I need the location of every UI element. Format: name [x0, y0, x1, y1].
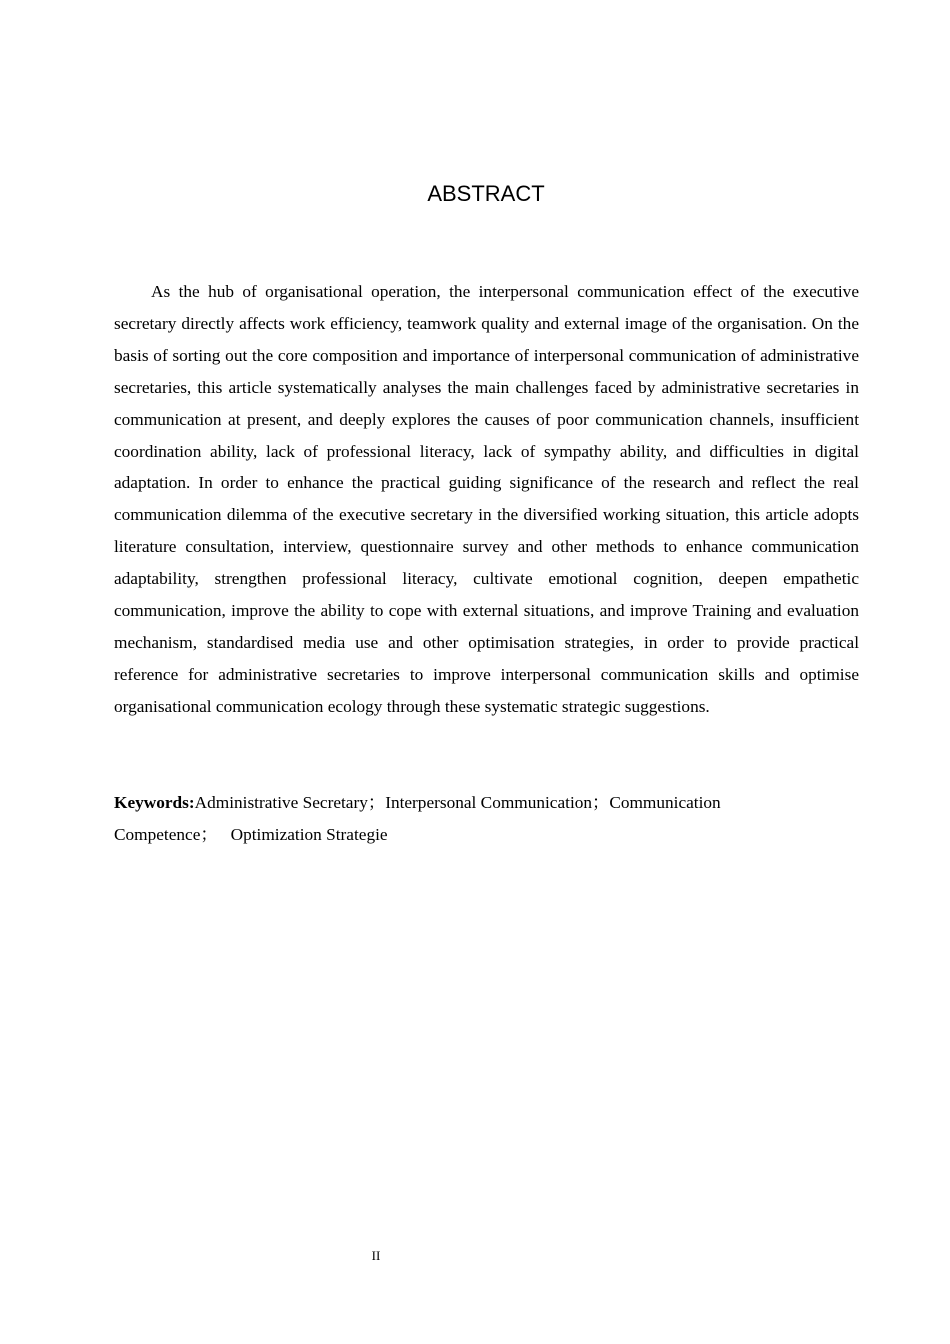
keyword-item-continuation: Competence； [114, 824, 231, 844]
keyword-separator: ； [592, 793, 610, 812]
keyword-item: Optimization Strategie [230, 824, 388, 844]
abstract-title: ABSTRACT [427, 181, 545, 206]
keyword-separator: ； [367, 793, 386, 812]
keywords-label: Keywords: [114, 793, 195, 812]
keyword-item: Interpersonal Communication [385, 793, 593, 812]
page-number: II [371, 1248, 381, 1263]
abstract-paragraph: As the hub of organisational operation, the interpersonal communication effect of the executive secretary directly affects work efficiency, teamwork quality and external image of the organisation. On the basis of sorting out the core composition and importance of interpersonal communication of administrative secretaries, this article systematically analyses the main challenges faced by administrative secretaries in communication at present, and deeply explores the causes of poor communication channels, insufficient coordination ability, lack of professional literacy, lack of sympathy ability, and difficulties in digital adaptation. In order to enhance the practical guiding significance of the research and reflect the real communication dilemma of the executive secretary in the diversified working situation, this article adopts literature consultation, interview, questionnaire survey and other methods to enhance communication adaptability, strengthen professional literacy, cultivate emotional cognition, deepen empathetic communication, improve the ability to cope with external situations, and improve Training and evaluation mechanism, standardised media use and other optimisation strategies, in order to provide practical reference for administrative secretaries to improve interpersonal communication skills and optimise organisational communication ecology through these systematic strategic suggestions. [114, 282, 859, 716]
keywords-line [114, 787, 859, 851]
keyword-item: Administrative Secretary [194, 793, 368, 812]
keyword-item: Communication [609, 793, 721, 812]
